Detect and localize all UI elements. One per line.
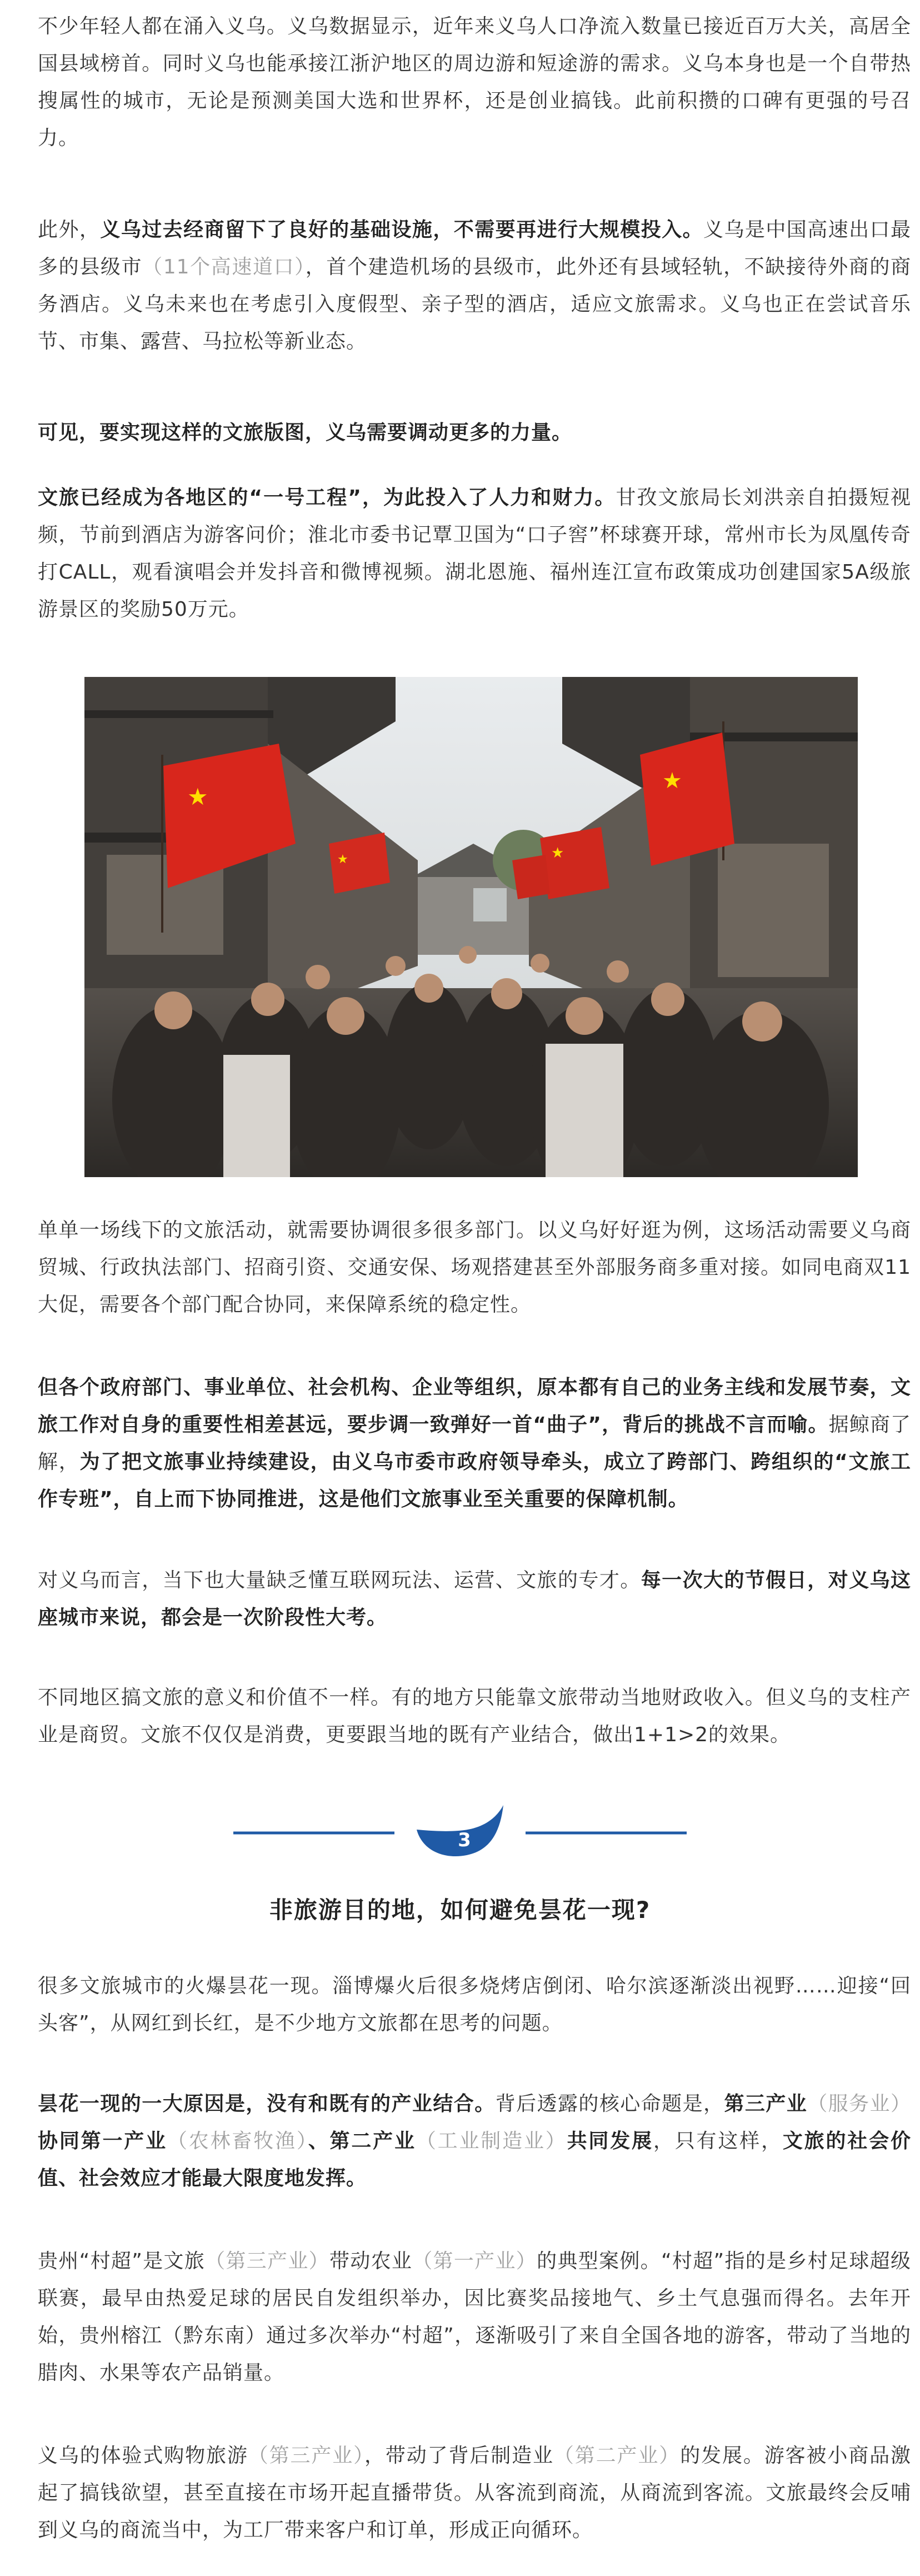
svg-text:★: ★ [551,845,564,861]
paragraph-4-bold-a: 文旅已经成为各地区的“一号工程”，为此投入了人力和财力。 [38,486,616,509]
paragraph-10-text-a: 背后透露的核心命题是， [495,2092,724,2115]
paragraph-11-text-b: 带动农业 [329,2250,413,2273]
paragraph-10-bold-d: 、第二产业 [308,2130,416,2153]
paragraph-6-bold-a: 但各个政府部门、事业单位、社会机构、企业等组织，原本都有自己的业务主线和发展节奏，文旅工作对自身的重要性相差甚远，要步调一致弹好一首“曲子”，背后的挑战不言而喻。 [38,1376,911,1436]
paragraph-3-text-a: 可见， [38,421,100,444]
paragraph-6-bold-b: 为了把文旅事业持续建设，由义乌市委市政府领导牵头，成立了跨部门、跨组织的“文旅工作专班”，自上而下协同推进，这是他们文旅事业至关重要的保障机制。 [38,1451,911,1511]
paragraph-11-text-a: 贵州“村超”是文旅 [38,2250,206,2273]
paragraph-12 [38,2437,911,2549]
paragraph-10-bold-c: 协同第一产业 [38,2130,167,2153]
paragraph-10-note-a: （服务业） [807,2092,911,2115]
paragraph-6-text-a: 据鲸商了解， [38,1413,911,1473]
paragraph-2-text-a: 此外， [38,218,101,241]
paragraph-7 [38,1562,911,1636]
paragraph-10-bold-b: 第三产业 [724,2092,808,2115]
paragraph-4 [38,479,911,628]
paragraph-10-note-b: （农林畜牧渔） [167,2130,308,2153]
paragraph-4-text-a: 甘孜文旅局长刘洪亲自拍摄短视频，节前到酒店为游客问价；淮北市委书记覃卫国为“口子窖”杯球赛开球，常州市长为凤凰传奇打CALL，观看演唱会并发抖音和微博视频。湖北恩施、福州连江宣布政策成功创建国家5A级旅游景区的奖励50万元。 [38,486,911,621]
paragraph-8-text: 不同地区搞文旅的意义和价值不一样。有的地方只能靠文旅带动当地财政收入。但义乌的支柱产业是商贸。文旅不仅仅是消费，更要跟当地的既有产业结合，做出1+1>2的效果。 [38,1686,911,1746]
paragraph-2 [38,211,911,360]
paragraph-11 [38,2243,911,2391]
paragraph-12-note-b: （第二产业） [553,2444,681,2467]
paragraph-2-text-c: ，首个建造机场的县级市，此外还有县域轻轨，不缺接待外商的商务酒店。义乌未来也在考虑引入度假型、亲子型的酒店，适应文旅需求。义乌也正在尝试音乐节、市集、露营、马拉松等新业态。 [38,256,911,353]
paragraph-12-text-a: 义乌的体验式购物旅游 [38,2444,248,2467]
paragraph-10-bold-f: 文旅的社会价值、社会效应才能最大限度地发挥。 [38,2130,911,2190]
paragraph-9-text: 很多文旅城市的火爆昙花一现。淄博爆火后很多烧烤店倒闭、哈尔滨逐渐淡出视野……迎接“回头客”，从网红到长红，是不少地方文旅都在思考的问题。 [38,1975,911,2035]
paragraph-3-bold-a: 要实现这样的文旅版图，义乌需要调动更多的力量。 [99,421,573,444]
paragraph-12-note-a: （第三产业） [248,2444,365,2467]
paragraph-10 [38,2085,911,2197]
paragraph-1-text: 不少年轻人都在涌入义乌。义乌数据显示，近年来义乌人口净流入数量已接近百万大关，高居全国县域榜首。同时义乌也能承接江浙沪地区的周边游和短途游的需求。义乌本身也是一个自带热搜属性的城市，无论是预测美国大选和世界杯，还是创业搞钱。此前积攒的口碑有更强的号召力。 [38,15,911,150]
paragraph-2-note-a: （11个高速道口） [142,256,306,278]
paragraph-10-note-c: （工业制造业） [416,2130,567,2153]
paragraph-6 [38,1369,911,1518]
paragraph-9 [38,1967,911,2042]
paragraph-11-text-c: 的典型案例。“村超”指的是乡村足球超级联赛，最早由热爱足球的居民自发组织举办，因比赛奖品接地气、乡土气息强而得名。去年开始，贵州榕江（黔东南）通过多次举办“村超”，逐渐吸引了来自全国各地的游客，带动了当地的腊肉、水果等农产品销量。 [38,2250,911,2384]
paragraph-7-bold-a: 每一次大的节假日，对义乌这座城市来说，都会是一次阶段性大考。 [38,1569,911,1629]
section-number: 3 [458,1829,471,1851]
paragraph-12-text-c: 的发展。游客被小商品激起了搞钱欲望，甚至直接在市场开起直播带货。从客流到商流，从商流到客流。文旅最终会反哺到义乌的商流当中，为工厂带来客户和订单，形成正向循环。 [38,2444,911,2542]
section-title: 非旅游目的地，如何避免昙花一现? [269,1896,651,1924]
paragraph-3 [38,414,911,451]
paragraph-10-bold-a: 昙花一现的一大原因是，没有和既有的产业结合。 [38,2092,496,2115]
paragraph-8 [38,1679,911,1753]
svg-text:★: ★ [662,768,682,794]
paragraph-7-text-a: 对义乌而言，当下也大量缺乏懂互联网玩法、运营、文旅的专才。 [38,1569,641,1592]
paragraph-2-bold-a: 义乌过去经商留下了良好的基础设施，不需要再进行大规模投入。 [100,218,704,241]
paragraph-1 [38,8,911,157]
svg-text:★: ★ [187,783,208,810]
paragraph-12-text-b: ，带动了背后制造业 [364,2444,554,2467]
paragraph-5-text: 单单一场线下的文旅活动，就需要协调很多很多部门。以义乌好好逛为例，这场活动需要义乌商贸城、行政执法部门、招商引资、交通安保、场观搭建甚至外部服务商多重对接。如同电商双11大促，需要各个部门配合协同，来保障系统的稳定性。 [38,1219,911,1316]
paragraph-10-bold-e: 共同发展 [567,2130,653,2153]
paragraph-5 [38,1212,911,1323]
svg-text:★: ★ [337,853,348,866]
paragraph-11-note-b: （第一产业） [412,2250,537,2273]
section-divider [233,1795,687,1862]
street-photo-illustration [84,677,858,1177]
section-divider-graphic [233,1795,687,1862]
paragraph-10-text-b: ，只有这样， [653,2130,783,2153]
paragraph-2-text-b: 义乌是中国高速出口最多的县级市 [38,218,911,278]
street-photo [84,677,858,1177]
paragraph-11-note-a: （第三产业） [205,2250,329,2273]
